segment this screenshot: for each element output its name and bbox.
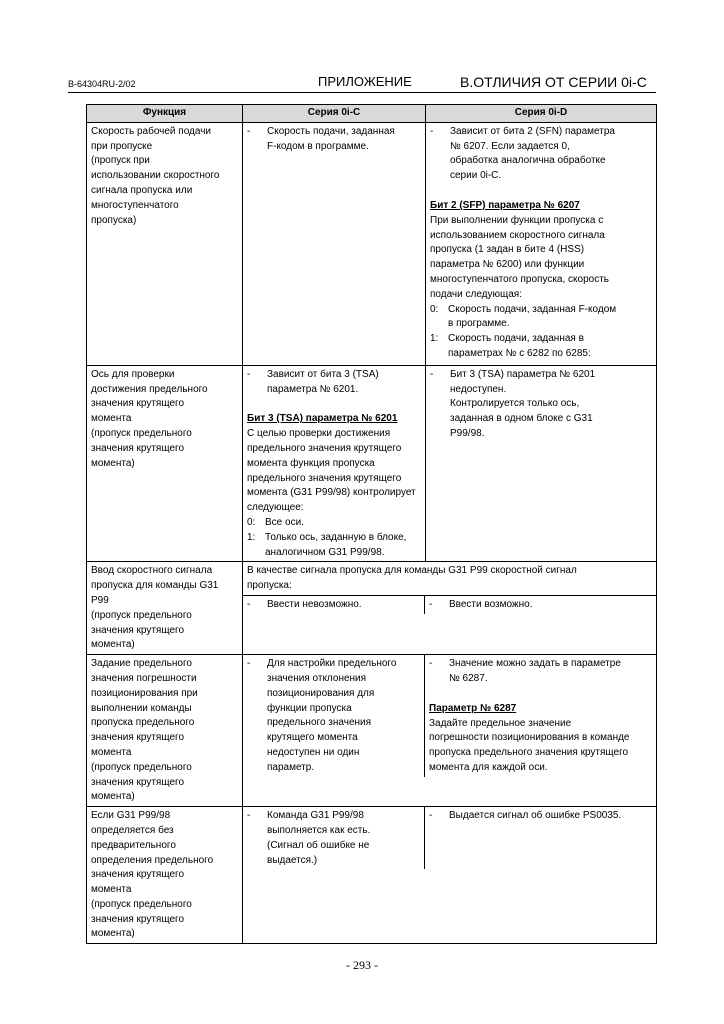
text-line: выполнении команды	[91, 702, 192, 714]
text-line: (пропуск предельного	[91, 898, 192, 910]
text-line: функции пропуска	[267, 702, 352, 714]
text-line: при пропуске	[91, 140, 153, 152]
text-line: Если G31 P99/98	[91, 810, 171, 822]
function-cell	[87, 122, 243, 365]
series-c-cell: - Ввести невозможно.	[243, 596, 425, 614]
text-line: значения погрешности	[91, 672, 197, 684]
text-line: P99/98.	[450, 427, 485, 439]
text-line: многоступенчатого пропуска, скорость	[430, 273, 610, 285]
text-line: значения крутящего	[91, 732, 185, 744]
text-line: F-кодом в программе.	[267, 140, 369, 152]
text-line: Ввести возможно.	[449, 598, 533, 610]
series-d-cell: - Выдается сигнал об ошибке PS0035.	[425, 807, 656, 869]
text-line: момента)	[91, 791, 135, 803]
text-line: серии 0i-C.	[450, 170, 502, 182]
text-line: момента для каждой оси.	[429, 761, 548, 773]
text-line: Значение можно задать в параметре	[449, 658, 621, 670]
section-title: ПРИЛОЖЕНИЕ	[318, 74, 412, 89]
text-line: Все оси.	[265, 516, 304, 528]
text-line: предельного значения крутящего	[247, 442, 402, 454]
shared-description	[243, 562, 656, 596]
function-cell	[87, 365, 243, 562]
column-header-series-c: Серия 0i-C	[243, 105, 426, 123]
text-line: определяется без	[91, 824, 174, 836]
text-line: значения крутящего	[91, 869, 185, 881]
text-line: № 6287.	[449, 672, 488, 684]
text-line: крутящего момента	[267, 732, 358, 744]
text-line: значения отклонения	[267, 672, 367, 684]
text-line: следующее:	[247, 502, 304, 514]
text-line: недоступен ни один	[267, 746, 360, 758]
text-line: момента)	[91, 639, 135, 651]
text-line: пропуска для команды G31	[91, 580, 219, 592]
text-line: выполняется как есть.	[267, 824, 371, 836]
function-cell	[87, 655, 243, 807]
text-line: момента	[91, 884, 132, 896]
text-line: выдается.)	[267, 854, 318, 866]
text-line: Контролируется только ось,	[450, 398, 580, 410]
text-line: предварительного	[91, 839, 176, 851]
text-line: предельного значения крутящего	[247, 472, 402, 484]
series-c-cell: - Зависит от бита 3 (TSA) параметра № 6201. Бит 3 (TSA) параметра № 6201 С целью проверки достижения предельного значения крутящего момента функция пропуска предельного значения крутящего момента (G31 P99/98) контролирует следующее: 0: Все оси. 1: Только ось, заданную в блоке, аналогичном G31 P99/98.	[243, 365, 426, 562]
series-d-cell: - Значение можно задать в параметре № 6287. Параметр № 6287 Задайте предельное значение погрешности позиционирования в команде пропуска предельного значения крутящего момента для каждой оси.	[425, 655, 656, 777]
text-line: позиционирования для	[267, 687, 375, 699]
text-line: пропуска (1 задан в бите 4 (HSS)	[430, 244, 585, 256]
text-line: № 6207. Если задается 0,	[450, 140, 570, 152]
text-line: Скорость подачи, заданная F-кодом	[448, 303, 617, 315]
function-cell	[87, 807, 243, 944]
text-line: момента функция пропуска	[247, 457, 375, 469]
series-c-cell: - Для настройки предельного значения отклонения позиционирования для функции пропуска предельного значения крутящего момента недоступен ни один параметр.	[243, 655, 425, 777]
text-line: Задайте предельное значение	[429, 717, 572, 729]
series-c-cell: - Скорость подачи, заданная F-кодом в программе.	[243, 122, 426, 365]
table-row	[87, 562, 657, 655]
series-c-cell: - Команда G31 P99/98 выполняется как есть. (Сигнал об ошибке не выдается.)	[243, 807, 425, 869]
text-line: (пропуск предельного	[91, 427, 192, 439]
text-line: погрешности позиционирования в команде	[429, 732, 630, 744]
text-line: значения крутящего	[91, 398, 185, 410]
text-line: значения крутящего	[91, 913, 185, 925]
parameter-subtitle: Бит 2 (SFP) параметра № 6207	[430, 199, 580, 211]
text-line: параметр.	[267, 761, 315, 773]
text-line: При выполнении функции пропуска с	[430, 214, 604, 226]
merged-cell	[243, 807, 657, 944]
text-line: значения крутящего	[91, 776, 185, 788]
document-number: B-64304RU-2/02	[68, 79, 136, 89]
table-row	[87, 122, 657, 365]
text-line: достижения предельного	[91, 383, 208, 395]
parameter-subtitle: Бит 3 (TSA) параметра № 6201	[247, 413, 398, 425]
series-d-cell: - Бит 3 (TSA) параметра № 6201 недоступен. Контролируется только ось, заданная в одном блоке с G31 P99/98.	[426, 365, 657, 562]
page-header	[68, 74, 656, 92]
text-line: определения предельного	[91, 854, 214, 866]
comparison-table	[86, 104, 657, 944]
text-line: момента	[91, 413, 132, 425]
text-line: заданная в одном блоке с G31	[450, 413, 593, 425]
table-row	[87, 807, 657, 944]
text-line: сигнала пропуска или	[91, 184, 193, 196]
series-d-cell: - Зависит от бита 2 (SFN) параметра № 6207. Если задается 0, обработка аналогична обработке серии 0i-C. Бит 2 (SFP) параметра № 6207 При выполнении функции пропуска с использованием скоростного сигнала пропуска (1 задан в бите 4 (HSS) параметра № 6200) или функции многоступенчатого пропуска, скорость подачи следующая: 0: Скорость подачи, заданная F-кодом в программе. 1: Скорость подачи, заданная в параметрах № с 6282 по 6285:	[426, 122, 657, 365]
text-line: значения крутящего	[91, 624, 185, 636]
text-line: Для настройки предельного	[267, 658, 397, 670]
text-line: пропуска предельного	[91, 717, 195, 729]
text-line: Бит 3 (TSA) параметра № 6201	[450, 368, 596, 380]
text-line: подачи следующая:	[430, 288, 523, 300]
text-line: P99	[91, 594, 109, 606]
table-header-row	[87, 105, 657, 123]
text-line: использовании скоростного	[91, 170, 220, 182]
text-line: предельного значения	[267, 717, 372, 729]
text-line: пропуска предельного значения крутящего	[429, 747, 629, 759]
text-line: Скорость подачи, заданная в	[448, 333, 584, 345]
text-line: Зависит от бита 2 (SFN) параметра	[450, 125, 615, 137]
text-line: (пропуск при	[91, 155, 150, 167]
text-line: пропуска)	[91, 214, 137, 226]
text-line: Команда G31 P99/98	[267, 810, 364, 822]
chapter-title: B.ОТЛИЧИЯ ОТ СЕРИИ 0i-C	[460, 74, 647, 90]
text-line: (пропуск предельного	[91, 761, 192, 773]
text-line: момента (G31 P99/98) контролирует	[247, 487, 416, 499]
text-line: использованием скоростного сигнала	[430, 229, 605, 241]
text-line: момента)	[91, 457, 135, 469]
table-row	[87, 365, 657, 562]
text-line: С целью проверки достижения	[247, 428, 391, 440]
page-number: - 293 -	[346, 958, 378, 972]
text-line: Только ось, заданную в блоке,	[265, 531, 407, 543]
text-line: аналогичном G31 P99/98.	[265, 546, 385, 558]
text-line: Задание предельного	[91, 658, 192, 670]
text-line: параметра № 6200) или функции	[430, 259, 585, 271]
text-line: параметра № 6201.	[267, 383, 359, 395]
text-line: Скорость подачи, заданная	[267, 125, 395, 137]
text-line: момента	[91, 746, 132, 758]
text-line: многоступенчатого	[91, 199, 179, 211]
parameter-subtitle: Параметр № 6287	[429, 702, 517, 714]
text-line: пропуска:	[247, 580, 292, 592]
table-row	[87, 655, 657, 807]
column-header-function: Функция	[87, 105, 243, 123]
column-header-series-d: Серия 0i-D	[426, 105, 657, 123]
text-line: Выдается сигнал об ошибке PS0035.	[449, 810, 622, 822]
text-line: в программе.	[448, 318, 510, 330]
text-line: позиционирования при	[91, 687, 198, 699]
header-divider	[68, 92, 656, 93]
text-line: Зависит от бита 3 (TSA)	[267, 368, 379, 380]
merged-cell	[243, 655, 657, 807]
function-cell	[87, 562, 243, 655]
text-line: значения крутящего	[91, 442, 185, 454]
text-line: (Сигнал об ошибке не	[267, 839, 370, 851]
text-line: недоступен.	[450, 383, 507, 395]
text-line: В качестве сигнала пропуска для команды G31 P99 скоростной сигнал	[247, 565, 577, 577]
text-line: Ось для проверки	[91, 368, 175, 380]
text-line: обработка аналогична обработке	[450, 155, 606, 167]
text-line: момента)	[91, 928, 135, 940]
text-line: параметрах № с 6282 по 6285:	[448, 347, 591, 359]
text-line: Ввести невозможно.	[267, 598, 362, 610]
series-d-cell: - Ввести возможно.	[425, 596, 656, 614]
merged-cell	[243, 562, 657, 655]
text-line: (пропуск предельного	[91, 609, 192, 621]
text-line: Ввод скоростного сигнала	[91, 565, 213, 577]
text-line: Скорость рабочей подачи	[91, 125, 212, 137]
